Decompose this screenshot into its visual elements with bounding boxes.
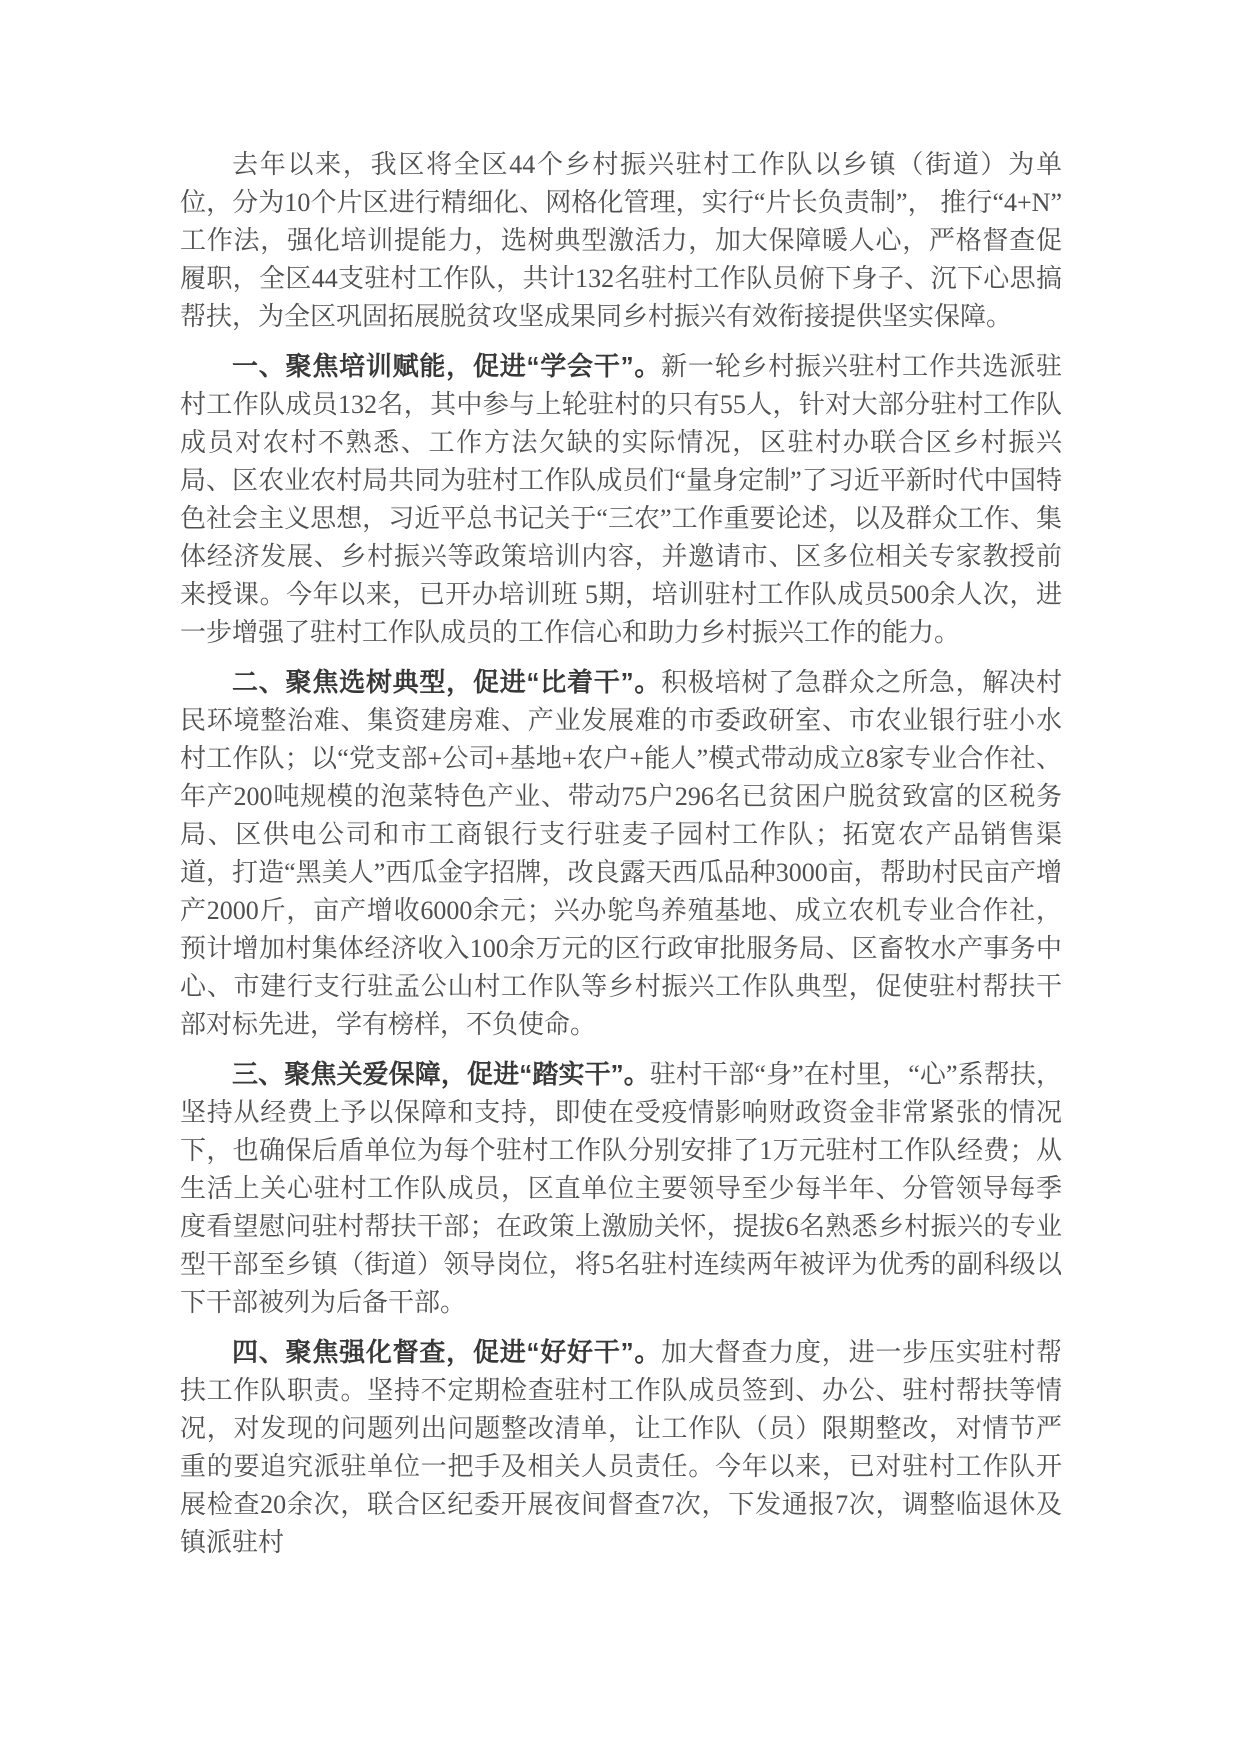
opening-paragraph-text: 去年以来，我区将全区44个乡村振兴驻村工作队以乡镇（街道）为单位，分为10个片区进行精细化、网格化管理，实行“片长负责制”， 推行“4+N”工作法，强化培训提能力，选树典型激活力，加大保障暖人心，严格督查促履职，全区44支驻村工作队，共计132名驻村工作队员俯下身子、沉下心思搞帮扶，为全区巩固拓展脱贫攻坚成果同乡村振兴有效衔接提供坚实保障。 — [180, 150, 1062, 331]
section-1-heading: 一、聚焦培训赋能，促进“学会干”。 — [232, 351, 662, 381]
section-1-body: 新一轮乡村振兴驻村工作共选派驻村工作队成员132名，其中参与上轮驻村的只有55人，针对大部分驻村工作队成员对农村不熟悉、工作方法欠缺的实际情况，区驻村办联合区乡村振兴局、区农业农村局共同为驻村工作队成员们“量身定制”了习近平新时代中国特色社会主义思想，习近平总书记关于“三农”工作重要论述，以及群众工作、集体经济发展、乡村振兴等政策培训内容，并邀请市、区多位相关专家教授前来授课。今年以来，已开办培训班 5期，培训驻村工作队成员500余人次，进一步增强了驻村工作队成员的工作信心和助力乡村振兴工作的能力。 — [180, 352, 1062, 647]
section-4-body: 加大督查力度，进一步压实驻村帮扶工作队职责。坚持不定期检查驻村工作队成员签到、办公、驻村帮扶等情况，对发现的问题列出问题整改清单，让工作队（员）限期整改，对情节严重的要追究派驻单位一把手及相关人员责任。今年以来，已对驻村工作队开展检查20余次，联合区纪委开展夜间督查7次，下发通报7次，调整临退休及镇派驻村 — [180, 1338, 1062, 1557]
section-3-heading: 三、聚焦关爱保障，促进“踏实干”。 — [232, 1059, 650, 1089]
section-2-heading: 二、聚焦选树典型，促进“比着干”。 — [232, 667, 662, 697]
section-4-heading: 四、聚焦强化督查，促进“好好干”。 — [232, 1337, 662, 1367]
section-2-body: 积极培树了急群众之所急，解决村民环境整治难、集资建房难、产业发展难的市委政研室、市农业银行驻小水村工作队；以“党支部+公司+基地+农户+能人”模式带动成立8家专业合作社、年产200吨规模的泡菜特色产业、带动75户296名已贫困户脱贫致富的区税务局、区供电公司和市工商银行支行驻麦子园村工作队；拓宽农产品销售渠道，打造“黑美人”西瓜金字招牌，改良露天西瓜品种3000亩，帮助村民亩产增产2000斤，亩产增收6000余元；兴办鸵鸟养殖基地、成立农机专业合作社，预计增加村集体经济收入100余万元的区行政审批服务局、区畜牧水产事务中心、市建行支行驻孟公山村工作队等乡村振兴工作队典型，促使驻村帮扶干部对标先进，学有榜样，不负使命。 — [180, 668, 1062, 1039]
section-3-paragraph — [180, 1055, 1062, 1322]
section-4-paragraph — [180, 1333, 1062, 1562]
section-3-body: 驻村干部“身”在村里，“心”系帮扶，坚持从经费上予以保障和支持，即使在受疫情影响财政资金非常紧张的情况下，也确保后盾单位为每个驻村工作队分别安排了1万元驻村工作队经费；从生活上关心驻村工作队成员，区直单位主要领导至少每半年、分管领导每季度看望慰问驻村帮扶干部；在政策上激励关怀，提拔6名熟悉乡村振兴的专业型干部至乡镇（街道）领导岗位，将5名驻村连续两年被评为优秀的副科级以下干部被列为后备干部。 — [180, 1060, 1062, 1317]
section-2-paragraph — [180, 663, 1062, 1044]
opening-paragraph — [180, 146, 1062, 336]
section-1-paragraph — [180, 347, 1062, 652]
